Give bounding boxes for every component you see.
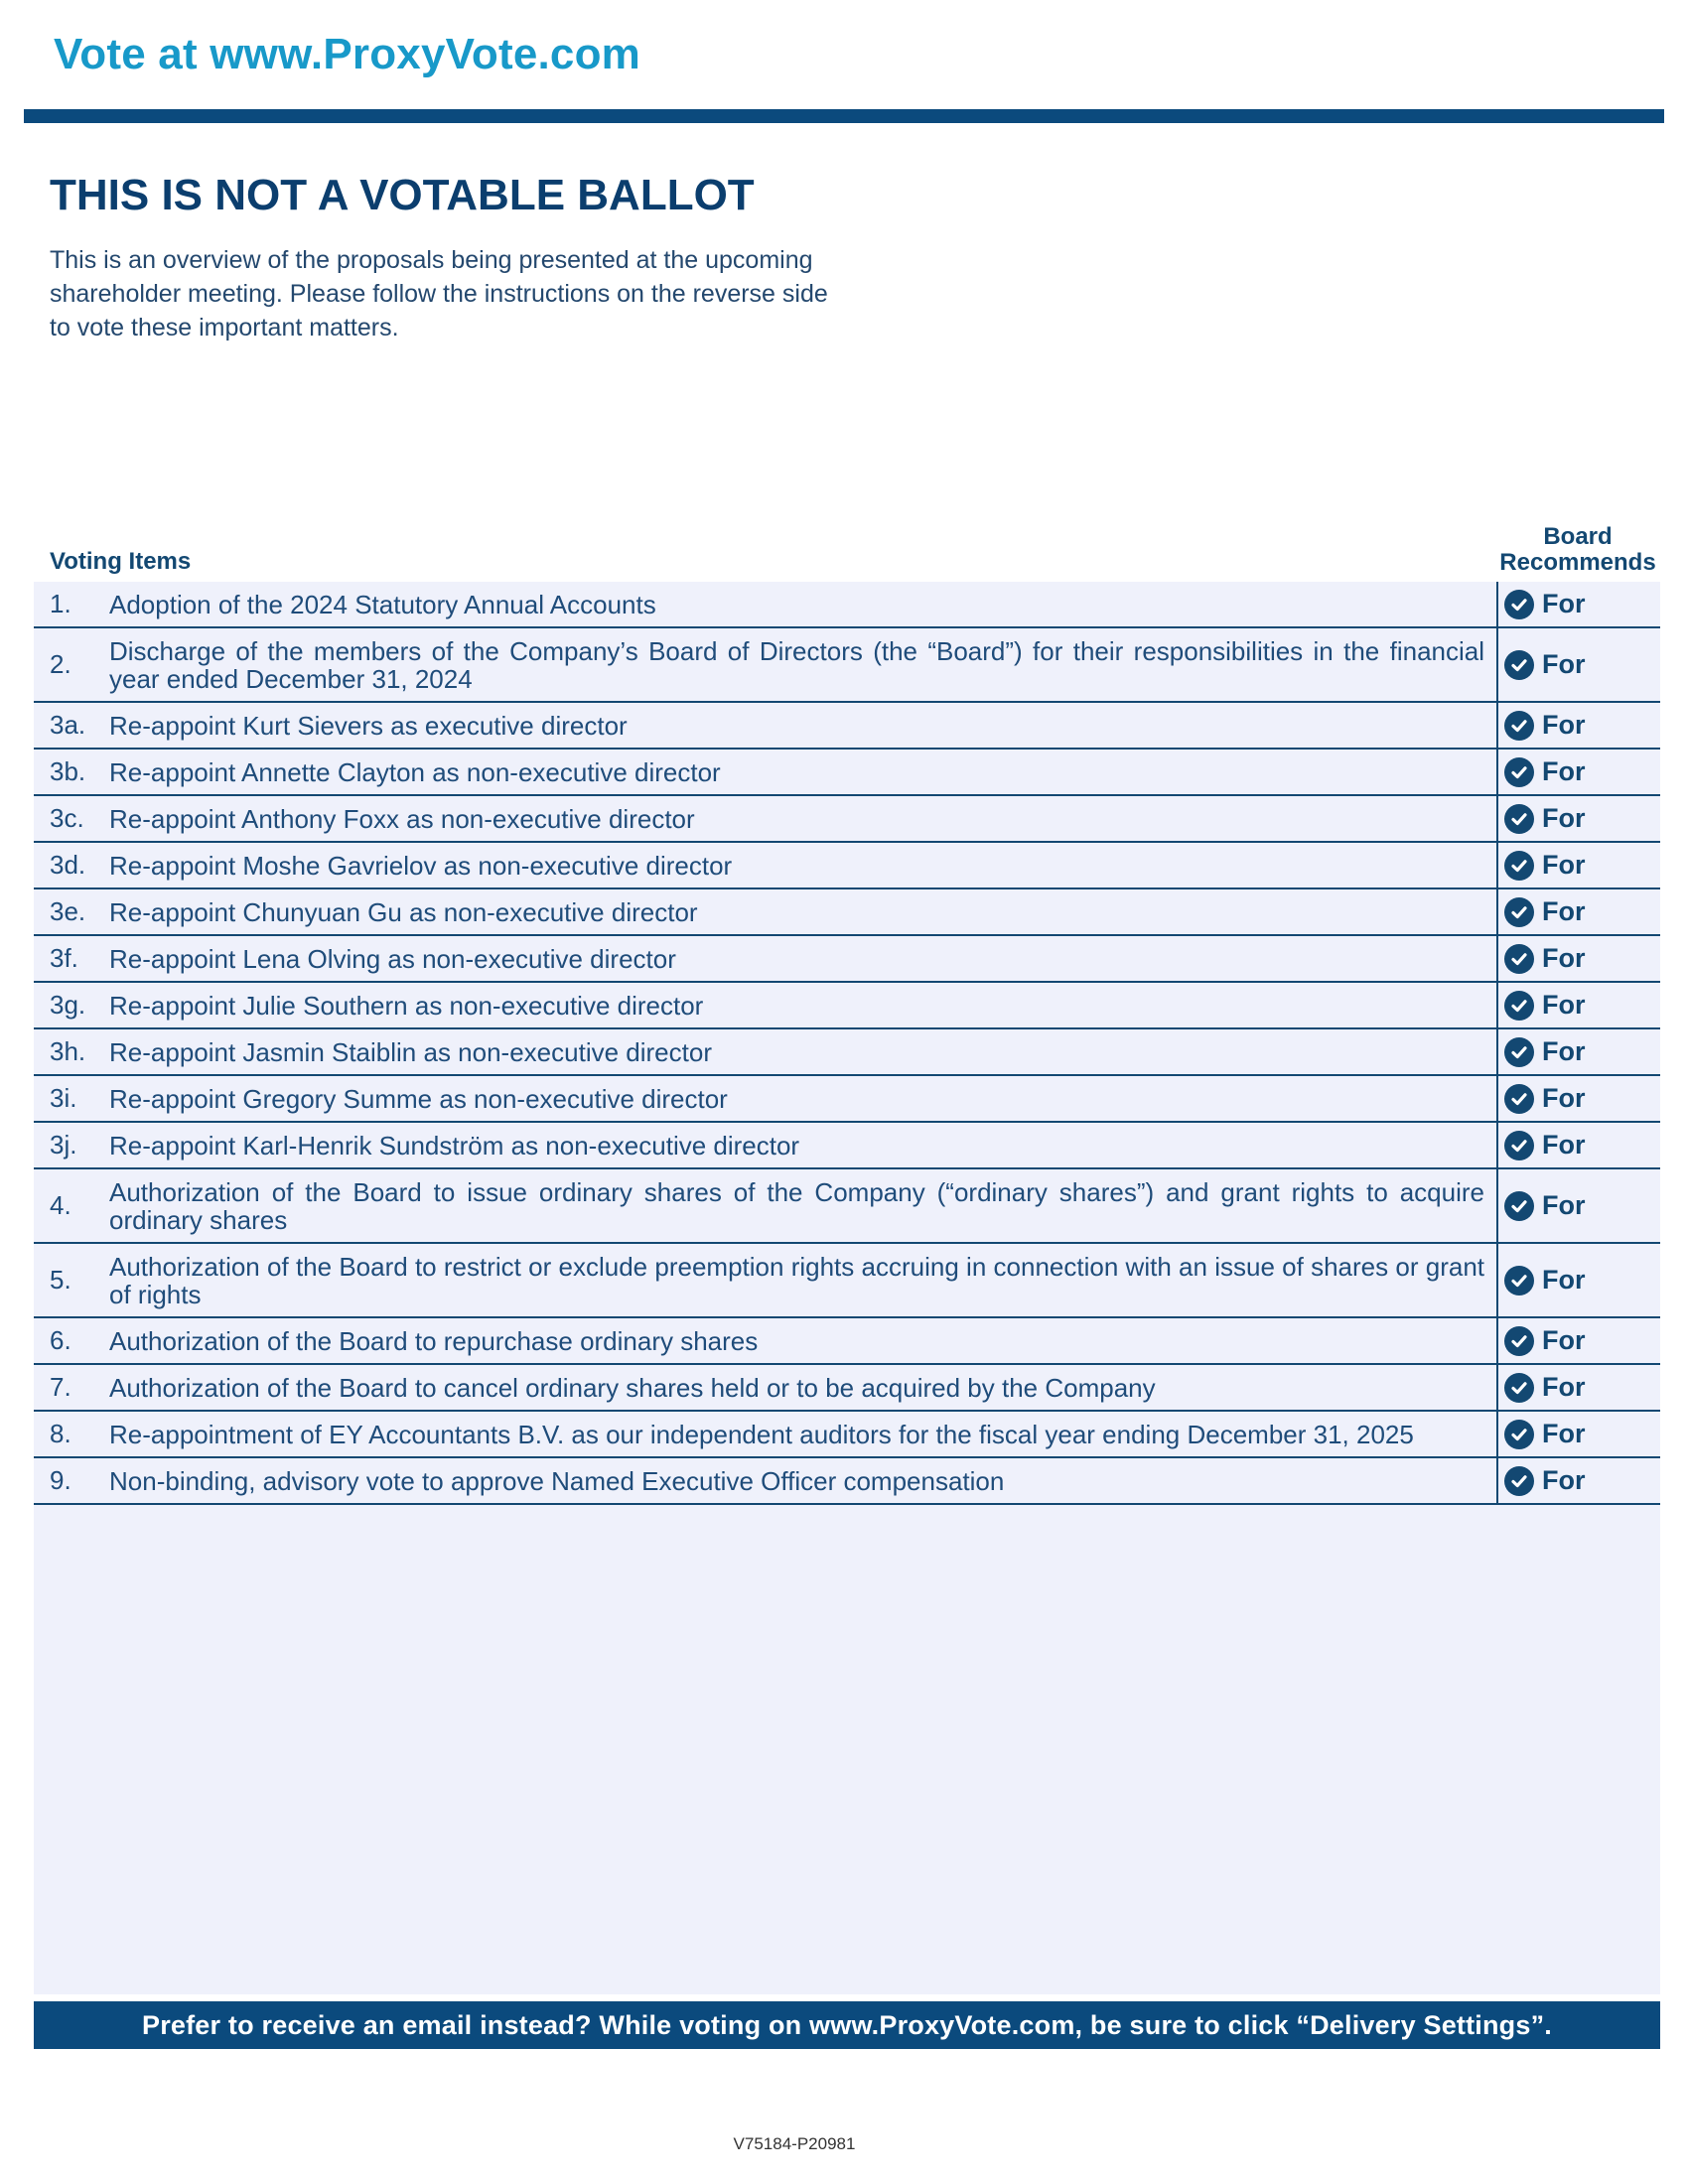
checkmark-icon [1504,944,1534,974]
item-number: 3g. [50,990,86,1020]
item-number: 8. [50,1419,71,1448]
board-recommendation [1496,1169,1660,1242]
checkmark-icon [1504,991,1534,1021]
board-recommendation [1496,1076,1660,1121]
table-row [34,1365,1660,1412]
item-number: 5. [50,1265,71,1295]
table-row [34,1244,1660,1318]
table-row [34,983,1660,1029]
item-description: Re-appointment of EY Accountants B.V. as our independent auditors for the fiscal year ending December 31, 2025 [109,1419,1414,1449]
checkmark-icon [1504,1131,1534,1160]
item-description: Re-appoint Kurt Sievers as executive director [109,710,628,741]
board-recommendation [1496,1029,1660,1074]
checkmark-icon [1504,1037,1534,1067]
board-recommendation [1496,843,1660,887]
checkmark-icon [1504,757,1534,787]
table-row [34,1318,1660,1365]
recommendation-label: For [1542,1372,1586,1402]
table-row [34,936,1660,983]
recommendation-label: For [1542,1325,1586,1355]
item-number: 6. [50,1325,71,1355]
item-description: Re-appoint Anthony Foxx as non-executive director [109,803,695,834]
checkmark-icon [1504,650,1534,680]
email-delivery-banner: Prefer to receive an email instead? While voting on www.ProxyVote.com, be sure to click “Delivery Settings”. [34,2001,1660,2049]
recommendation-label: For [1542,1083,1586,1113]
board-heading-line2: Recommends [1499,549,1656,576]
table-row [34,1458,1660,1505]
recommendation-label: For [1542,710,1586,740]
board-recommendation [1496,1412,1660,1456]
board-recommendation [1496,983,1660,1027]
item-number: 3i. [50,1083,77,1113]
board-recommendation [1496,1123,1660,1167]
recommendation-label: For [1542,896,1586,926]
recommendation-label: For [1542,1419,1586,1448]
checkmark-icon [1504,1420,1534,1449]
intro-paragraph: This is an overview of the proposals being presented at the upcoming shareholder meeting. Please follow the instructions on the reverse side to vote these important matters. [50,246,828,341]
item-description: Re-appoint Annette Clayton as non-executive director [109,756,721,787]
item-number: 3c. [50,803,84,833]
checkmark-icon [1504,851,1534,881]
recommendation-label: For [1542,850,1586,880]
recommendation-label: For [1542,589,1586,618]
item-number: 3j. [50,1130,77,1160]
checkmark-icon [1504,1326,1534,1356]
item-description: Re-appoint Chunyuan Gu as non-executive director [109,896,698,927]
checkmark-icon [1504,590,1534,619]
table-row [34,1076,1660,1123]
recommendation-label: For [1542,803,1586,833]
table-header [34,514,1660,576]
board-recommendation [1496,1318,1660,1363]
item-number: 3h. [50,1036,86,1066]
board-recommendation [1496,1458,1660,1503]
item-number: 3d. [50,850,86,880]
board-recommendation [1496,796,1660,841]
item-number: 3f. [50,943,78,973]
item-description: Authorization of the Board to cancel ordinary shares held or to be acquired by the Company [109,1372,1156,1403]
recommendation-label: For [1542,1265,1586,1295]
table-row [34,582,1660,628]
table-row [34,889,1660,936]
item-description: Re-appoint Karl-Henrik Sundström as non-executive director [109,1130,800,1160]
item-number: 9. [50,1465,71,1495]
checkmark-icon [1504,804,1534,834]
item-description: Re-appoint Julie Southern as non-executive director [109,990,704,1021]
voting-items-table [34,514,1660,1994]
item-description: Discharge of the members of the Company’s Board of Directors (the “Board”) for their responsibilities in the financial year ended December 31, 2024 [109,635,1484,694]
table-row [34,796,1660,843]
checkmark-icon [1504,1084,1534,1114]
recommendation-label: For [1542,649,1586,679]
item-description: Authorization of the Board to restrict or exclude preemption rights accruing in connection with an issue of shares or grant of rights [109,1251,1484,1309]
table-row [34,628,1660,703]
table-row [34,1029,1660,1076]
item-description: Authorization of the Board to issue ordinary shares of the Company (“ordinary shares”) and grant rights to acquire ordinary shares [109,1176,1484,1235]
item-description: Re-appoint Lena Olving as non-executive director [109,943,676,974]
board-recommendation [1496,936,1660,981]
recommendation-label: For [1542,1036,1586,1066]
table-row [34,1169,1660,1244]
item-description: Re-appoint Jasmin Staiblin as non-executive director [109,1036,712,1067]
table-row [34,1412,1660,1458]
voting-items-heading: Voting Items [50,548,192,575]
table-row [34,1123,1660,1169]
checkmark-icon [1504,1373,1534,1403]
page-title: THIS IS NOT A VOTABLE BALLOT [50,171,755,219]
board-recommendation [1496,1244,1660,1316]
item-description: Adoption of the 2024 Statutory Annual Accounts [109,589,656,619]
proxyvote-header-link[interactable]: Vote at www.ProxyVote.com [54,30,640,78]
recommendation-label: For [1542,1465,1586,1495]
board-recommendation [1496,628,1660,701]
checkmark-icon [1504,897,1534,927]
checkmark-icon [1504,1191,1534,1221]
table-body [34,582,1660,1994]
board-recommendation [1496,889,1660,934]
checkmark-icon [1504,1266,1534,1296]
recommendation-label: For [1542,756,1586,786]
item-number: 7. [50,1372,71,1402]
board-heading-line1: Board [1543,523,1613,550]
item-number: 4. [50,1190,71,1220]
item-description: Re-appoint Gregory Summe as non-executive director [109,1083,728,1114]
recommendation-label: For [1542,990,1586,1020]
item-number: 3e. [50,896,86,926]
item-description: Non-binding, advisory vote to approve Named Executive Officer compensation [109,1465,1005,1496]
header-divider [24,109,1664,123]
item-number: 3a. [50,710,86,740]
recommendation-label: For [1542,1190,1586,1220]
board-recommendation [1496,750,1660,794]
table-row [34,843,1660,889]
checkmark-icon [1504,1466,1534,1496]
item-number: 3b. [50,756,86,786]
board-recommendation [1496,582,1660,626]
recommendation-label: For [1542,1130,1586,1160]
item-description: Re-appoint Moshe Gavrielov as non-executive director [109,850,733,881]
table-row [34,703,1660,750]
table-row [34,750,1660,796]
item-number: 1. [50,589,71,618]
board-recommendation [1496,703,1660,748]
item-description: Authorization of the Board to repurchase ordinary shares [109,1325,759,1356]
item-number: 2. [50,649,71,679]
board-recommends-heading [1495,524,1660,576]
recommendation-label: For [1542,943,1586,973]
checkmark-icon [1504,711,1534,741]
board-recommendation [1496,1365,1660,1410]
document-code: V75184-P20981 [733,2134,856,2153]
